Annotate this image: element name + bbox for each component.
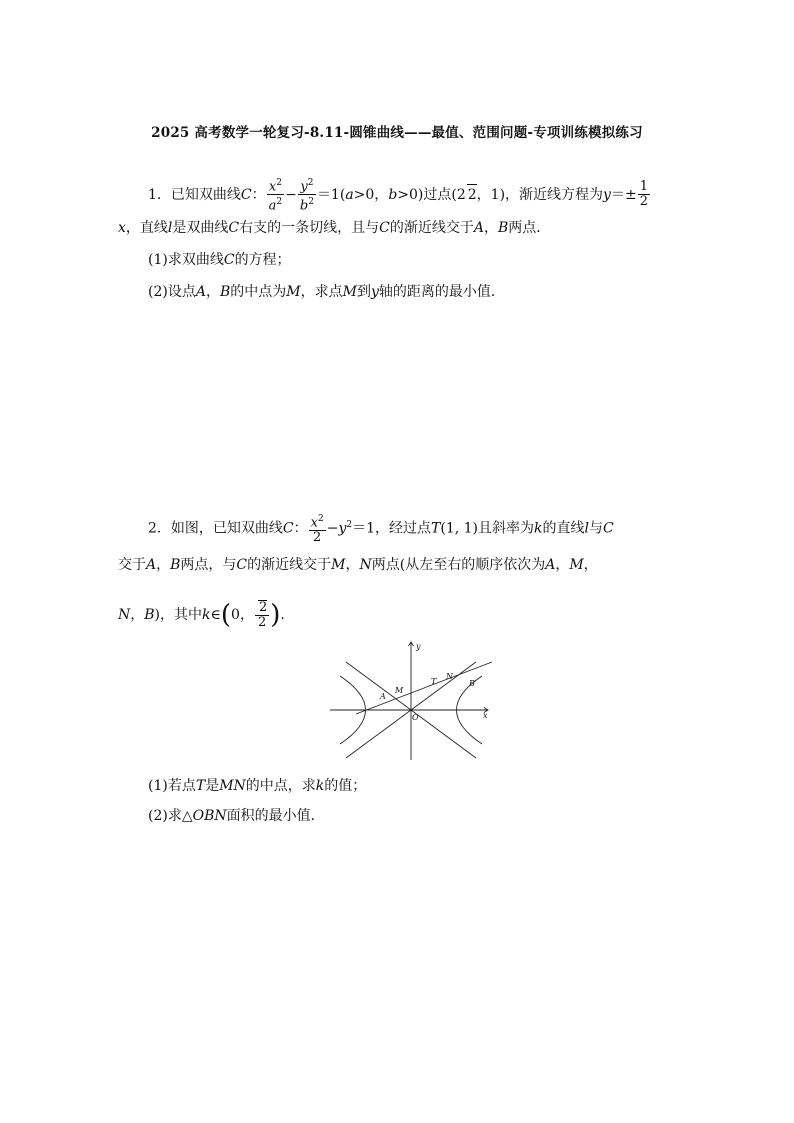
sqrt-2: 2 bbox=[467, 184, 477, 205]
label-T: T bbox=[431, 677, 437, 686]
hyperbola-figure bbox=[326, 638, 496, 764]
problem2-question2: (2)求△OBN面积的最小值． bbox=[148, 808, 325, 824]
problem1-question1: (1)求双曲线C的方程； bbox=[148, 252, 291, 268]
label-O: O bbox=[412, 713, 419, 722]
problem2-line2: 交于A，B两点，与C的渐近线交于M，N两点(从左至右的顺序依次为A，M， bbox=[118, 557, 598, 573]
fraction-sqrt2-over-2: $\frac{2}{2}$ bbox=[255, 600, 269, 630]
fraction-one-half: $\frac{1}{2}$ bbox=[639, 179, 648, 210]
problem1-line2: x，直线l是双曲线C右支的一条切线，且与C的渐近线交于A，B两点． bbox=[118, 220, 551, 236]
fraction-x2-over-2: $\frac{x^2}{2}$ bbox=[310, 514, 324, 546]
problem1-text: 已知双曲线 bbox=[170, 186, 241, 203]
label-M: M bbox=[395, 686, 404, 695]
problem1-question2: (2)设点A，B的中点为M，求点M到y轴的距离的最小值． bbox=[148, 284, 505, 300]
document-title: 2025 高考数学一轮复习-8.11-圆锥曲线——最值、范围问题-专项训练模拟练习 bbox=[151, 125, 643, 141]
label-N: N bbox=[446, 672, 453, 681]
problem2-question1: (1)若点T是MN的中点，求k的值； bbox=[148, 778, 367, 794]
line-l bbox=[356, 662, 492, 714]
label-y: y bbox=[416, 642, 421, 651]
problem2-line3: N，B)，其中k∈(0， $\frac{2}{2}$ ). bbox=[118, 600, 285, 630]
label-B: B bbox=[469, 679, 475, 688]
label-A: A bbox=[380, 692, 386, 701]
label-x: x bbox=[483, 711, 488, 720]
problem2-number: 2． bbox=[148, 520, 171, 537]
problem1-line1: 1．已知双曲线C： $\frac{x^2}{a^2}$ − $\frac{y^2}{b^2}$ ＝1(a>0，b>0)过点(2 2，1)，渐近线方程为y＝± $\frac{1}{2}$ bbox=[148, 178, 648, 214]
fraction-x2-a2: $\frac{x^2}{a^2}$ bbox=[268, 178, 283, 214]
problem2-line1: 2．如图，已知双曲线C： $\frac{x^2}{2}$ $-y^2=1$，经过点T(1, 1)且斜率为k的直线l与C bbox=[148, 514, 614, 546]
fraction-y2-b2: $\frac{y^2}{b^2}$ bbox=[299, 178, 314, 214]
problem1-number: 1． bbox=[148, 186, 171, 203]
